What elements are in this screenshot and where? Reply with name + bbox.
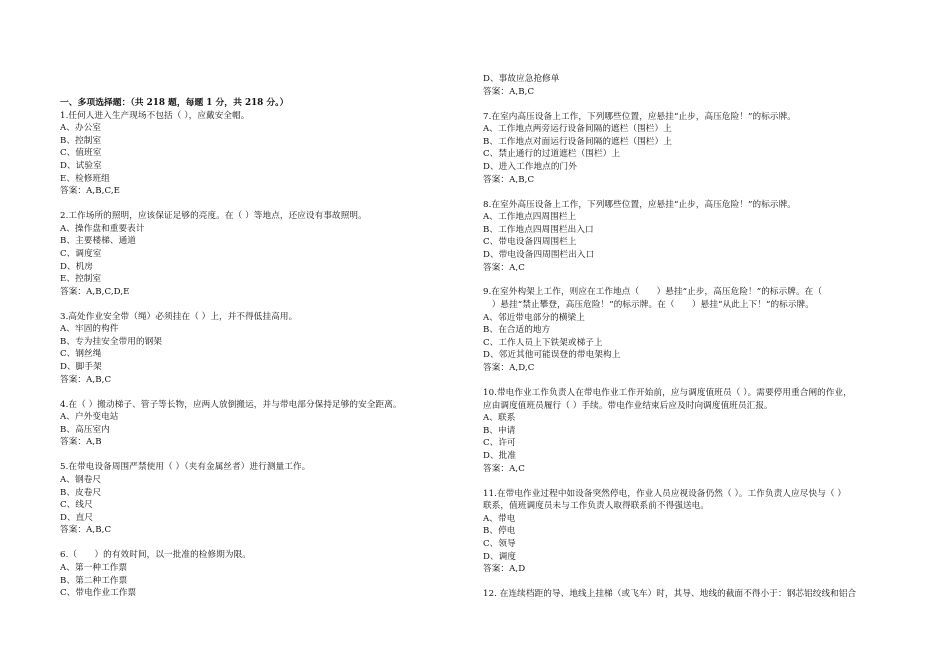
option-a: A、联系 — [483, 413, 516, 424]
option-c: C、值班室 — [60, 148, 102, 159]
question-text-cont: ）悬挂“禁止攀登，高压危险！”的标示牌。在（ ）悬挂“从此上下！”的标示牌。 — [483, 300, 814, 311]
option-d: D、机房 — [60, 261, 94, 272]
answer: 答案：A,D,C — [483, 363, 535, 374]
left-column — [60, 97, 460, 600]
answer: 答案：A,B,C — [483, 174, 535, 185]
option-a: A、工作地点两旁运行设备间隔的遮栏（围栏）上 — [483, 124, 672, 135]
option-c: C、领导 — [483, 538, 516, 549]
question-text: 5.在带电设备周围严禁使用（ ）（夹有金属丝者）进行测量工作。 — [60, 462, 311, 473]
answer: 答案：A,B,C — [60, 525, 112, 536]
option-a: A、带电 — [483, 513, 516, 524]
question-text: 12. 在连续档距的导、地线上挂梯（或飞车）时，其导、地线的截面不得小于：钢芯铝绞线和铝合 — [483, 589, 857, 600]
question-7 — [483, 111, 903, 187]
question-text: 4.在（ ）搬动梯子、管子等长物，应两人放倒搬运，并与带电部分保持足够的安全距离。 — [60, 399, 402, 410]
question-6 — [60, 549, 460, 599]
answer: 答案：A,B,C — [60, 374, 112, 385]
right-column — [483, 73, 903, 601]
option-a: A、第一种工作票 — [60, 562, 128, 573]
answer: 答案：A,C — [483, 463, 525, 474]
question-text: 11.在带电作业过程中如设备突然停电，作业人员应视设备仍然（ ）。工作负责人应尽快与（ ） — [483, 488, 847, 499]
question-1 — [60, 110, 460, 198]
section-title: 一、多项选择题：（共 218 题，每题 1 分，共 218 分。） — [60, 98, 289, 108]
option-a: A、操作盘和重要表计 — [60, 223, 145, 234]
answer: 答案：A,D — [483, 564, 526, 575]
question-11 — [483, 488, 903, 576]
option-b: B、工作地点四周围栏出入口 — [483, 224, 594, 235]
option-d: D、脚手架 — [60, 362, 102, 373]
option-c: C、许可 — [483, 438, 516, 449]
option-d: D、事故应急抢修单 — [483, 74, 560, 84]
question-text: 9.在室外构架上工作，则应在工作地点（ ）悬挂“止步，高压危险！”的标示牌。在（ — [483, 287, 823, 298]
option-a: A、钢卷尺 — [60, 475, 102, 485]
question-9 — [483, 286, 903, 374]
option-b: B、专为挂安全带用的钢架 — [60, 336, 163, 347]
question-text: 2.工作场所的照明，应该保证足够的亮度。在（ ）等地点，还应设有事故照明。 — [60, 211, 367, 222]
option-c: C、钢丝绳 — [60, 349, 102, 360]
question-8 — [483, 199, 903, 275]
option-d: D、调度 — [483, 551, 517, 562]
option-c: C、禁止通行的过道遮栏（围栏）上 — [483, 149, 621, 160]
question-text: 3.高处作业安全带（绳）必须挂在（ ）上，并不得低挂高用。 — [60, 311, 298, 322]
option-c: C、带电作业工作票 — [60, 588, 137, 599]
option-d: D、进入工作地点的门外 — [483, 161, 577, 172]
option-e: E、检修班组 — [60, 173, 110, 184]
question-text: 10.带电作业工作负责人在带电作业工作开始前，应与调度值班员（ ）。需要停用重合闸的作业， — [483, 388, 852, 399]
answer: 答案：A,C — [483, 262, 525, 273]
question-text: 7.在室内高压设备上工作，下列哪些位置，应悬挂“止步，高压危险！”的标示牌。 — [483, 111, 796, 122]
answer: 答案：A,B,C,E — [60, 186, 121, 197]
answer: 答案：A,B — [60, 437, 102, 448]
option-c: C、线尺 — [60, 500, 93, 511]
option-d: D、试验室 — [60, 160, 102, 171]
option-b: B、申请 — [483, 425, 516, 436]
question-text-cont: 联系，值班调度员未与工作负责人取得联系前不得强送电。 — [483, 501, 710, 512]
question-12 — [483, 588, 903, 601]
option-a: A、邻近带电部分的横梁上 — [483, 312, 585, 323]
question-10 — [483, 387, 903, 475]
option-b: B、控制室 — [60, 135, 102, 146]
question-2 — [60, 210, 460, 298]
option-b: B、停电 — [483, 526, 516, 537]
question-4 — [60, 399, 460, 449]
option-b: B、高压室内 — [60, 424, 110, 435]
question-text: 6.（ ）的有效时间，以一批准的检修期为限。 — [60, 550, 251, 561]
question-3 — [60, 311, 460, 387]
option-d: D、批准 — [483, 451, 517, 461]
option-a: A、牢固的构件 — [60, 324, 119, 335]
question-text: 8.在室外高压设备上工作，下列哪些位置，应悬挂“止步，高压危险！”的标示牌。 — [483, 199, 796, 210]
answer: 答案：A,B,C,D,E — [60, 286, 130, 297]
option-d: D、直尺 — [60, 512, 94, 523]
option-e: E、控制室 — [60, 274, 102, 285]
option-a: A、办公室 — [60, 123, 102, 134]
question-text: 1.任何人进入生产现场不包括（ ），应戴安全帽。 — [60, 110, 250, 121]
option-b: B、工作地点对面运行设备间隔的遮栏（围栏）上 — [483, 136, 672, 147]
question-text-cont: 应由调度值班员履行（ ）手续。带电作业结束后应及时向调度值班员汇报。 — [483, 400, 773, 411]
option-d: D、邻近其他可能误登的带电架构上 — [483, 350, 621, 361]
option-a: A、户外变电站 — [60, 412, 119, 423]
option-c: C、工作人员上下铁架或梯子上 — [483, 337, 603, 348]
option-b: B、主要楼梯、通道 — [60, 236, 136, 247]
option-d: D、带电设备四周围栏出入口 — [483, 249, 595, 260]
option-a: A、工作地点四周围栏上 — [483, 212, 577, 223]
option-c: C、调度室 — [60, 248, 102, 259]
question-6-continued — [483, 73, 903, 98]
answer: 答案：A,B,C — [483, 86, 535, 97]
option-b: B、在合适的地方 — [483, 325, 551, 336]
option-c: C、带电设备四周围栏上 — [483, 237, 577, 248]
option-b: B、皮卷尺 — [60, 487, 102, 498]
question-5 — [60, 461, 460, 537]
option-b: B、第二种工作票 — [60, 575, 128, 586]
